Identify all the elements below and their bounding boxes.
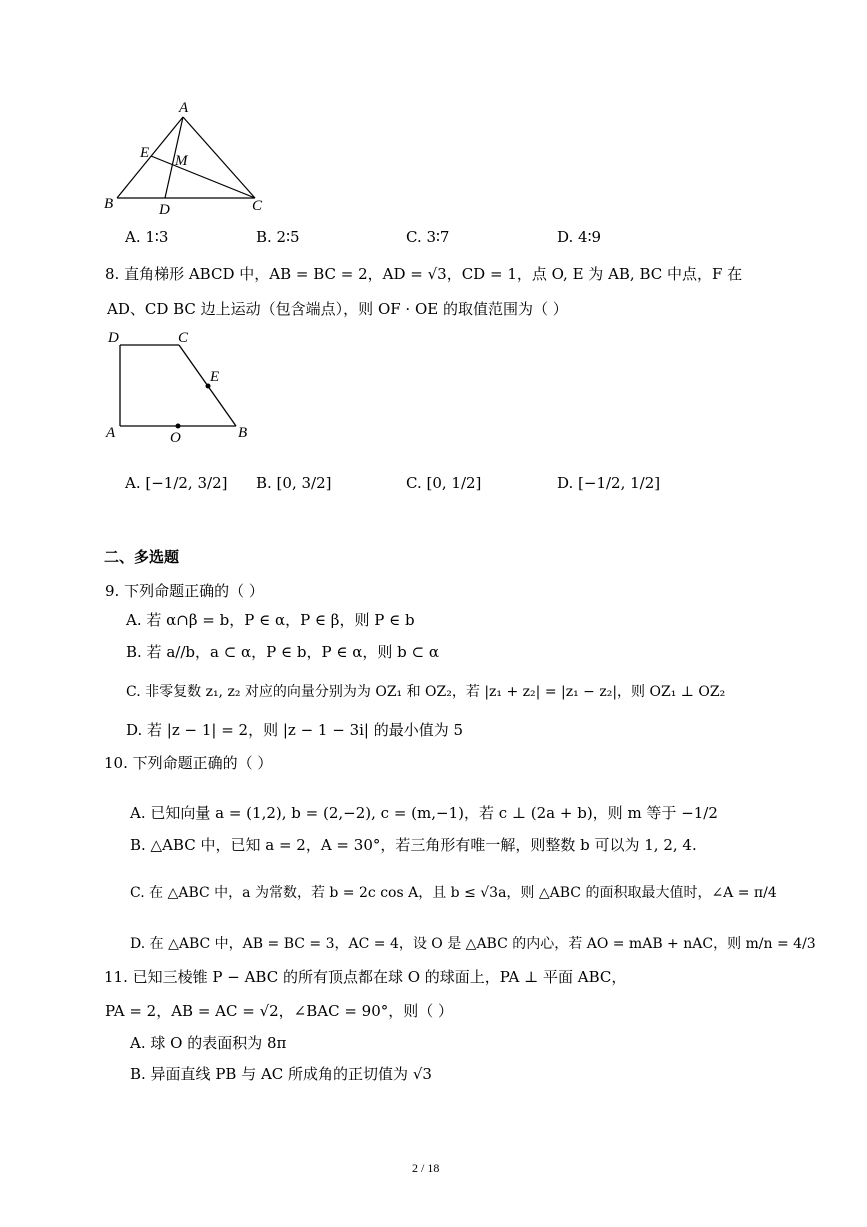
page-number: 2 / 18: [412, 1161, 440, 1175]
q9-stem: 9. 下列命题正确的（ ）: [105, 582, 264, 600]
q8-option-b: B. [0, 3/2]: [256, 474, 332, 492]
q9-option-c: C. 非零复数 z₁, z₂ 对应的向量分别为为 OZ₁ 和 OZ₂，若 |z₁ + z₂| = |z₁ − z₂|，则 OZ₁ ⊥ OZ₂: [126, 684, 726, 700]
label-a: A: [179, 100, 189, 116]
q7-option-b: B. 2∶5: [256, 228, 300, 246]
label-c: C: [252, 198, 263, 214]
edge-ac: [183, 117, 255, 198]
label-e: E: [210, 369, 220, 385]
q11-option-a: A. 球 O 的表面积为 8π: [130, 1034, 287, 1052]
label-m: M: [175, 153, 188, 169]
trapezoid-figure: [100, 325, 260, 445]
q10-option-d: D. 在 △ABC 中，AB = BC = 3，AC = 4，设 O 是 △ABC 的内心，若 AO = mAB + nAC，则 m/n = 4/3: [130, 936, 816, 952]
label-d: D: [108, 330, 119, 346]
q9-option-d: D. 若 |z − 1| = 2，则 |z − 1 − 3i| 的最小值为 5: [126, 721, 464, 739]
q10-stem: 10. 下列命题正确的（ ）: [104, 754, 273, 772]
point-o: [176, 424, 181, 429]
label-e: E: [140, 145, 150, 161]
q8-line2: AD、CD BC 边上运动（包含端点），则 OF · OE 的取值范围为（ ）: [107, 300, 568, 318]
q8-option-a: A. [−1/2, 3/2]: [125, 474, 228, 492]
q10-option-b: B. △ABC 中，已知 a = 2，A = 30°，若三角形有唯一解，则整数 b 可以为 1, 2, 4.: [130, 836, 697, 854]
q7-option-c: C. 3∶7: [406, 228, 450, 246]
q9-option-a: A. 若 α∩β = b，P ∈ α，P ∈ β，则 P ∈ b: [126, 611, 415, 629]
q8-option-d: D. [−1/2, 1/2]: [557, 474, 661, 492]
label-b: B: [238, 425, 248, 441]
edge-ab: [117, 117, 183, 198]
q11-line1: 11. 已知三棱锥 P − ABC 的所有顶点都在球 O 的球面上，PA ⊥ 平面 ABC，: [104, 968, 627, 986]
label-o: O: [170, 430, 181, 445]
q7-option-d: D. 4∶9: [557, 228, 602, 246]
q11-line2: PA = 2，AB = AC = √2，∠BAC = 90°，则（ ）: [105, 1002, 454, 1020]
q9-option-b: B. 若 a//b，a ⊂ α，P ∈ b，P ∈ α，则 b ⊂ α: [126, 643, 439, 661]
label-d: D: [159, 202, 170, 218]
section-title-multiple-choice: 二、多选题: [104, 548, 180, 566]
label-b: B: [104, 196, 114, 212]
q11-option-b: B. 异面直线 PB 与 AC 所成角的正切值为 √3: [130, 1065, 432, 1083]
q8-line1: 8. 直角梯形 ABCD 中，AB = BC = 2，AD = √3，CD = 1，点 O, E 为 AB, BC 中点，F 在: [105, 265, 743, 283]
q10-option-c: C. 在 △ABC 中，a 为常数，若 b = 2c cos A，且 b ≤ √3a，则 △ABC 的面积取最大值时，∠A = π/4: [130, 885, 777, 901]
triangle-figure: [95, 95, 285, 220]
q10-option-a: A. 已知向量 a = (1,2), b = (2,−2), c = (m,−1)，若 c ⊥ (2a + b)，则 m 等于 −1/2: [130, 804, 718, 822]
label-a: A: [106, 425, 116, 441]
q8-option-c: C. [0, 1/2]: [406, 474, 482, 492]
q7-option-a: A. 1∶3: [125, 228, 169, 246]
label-c: C: [178, 330, 189, 346]
